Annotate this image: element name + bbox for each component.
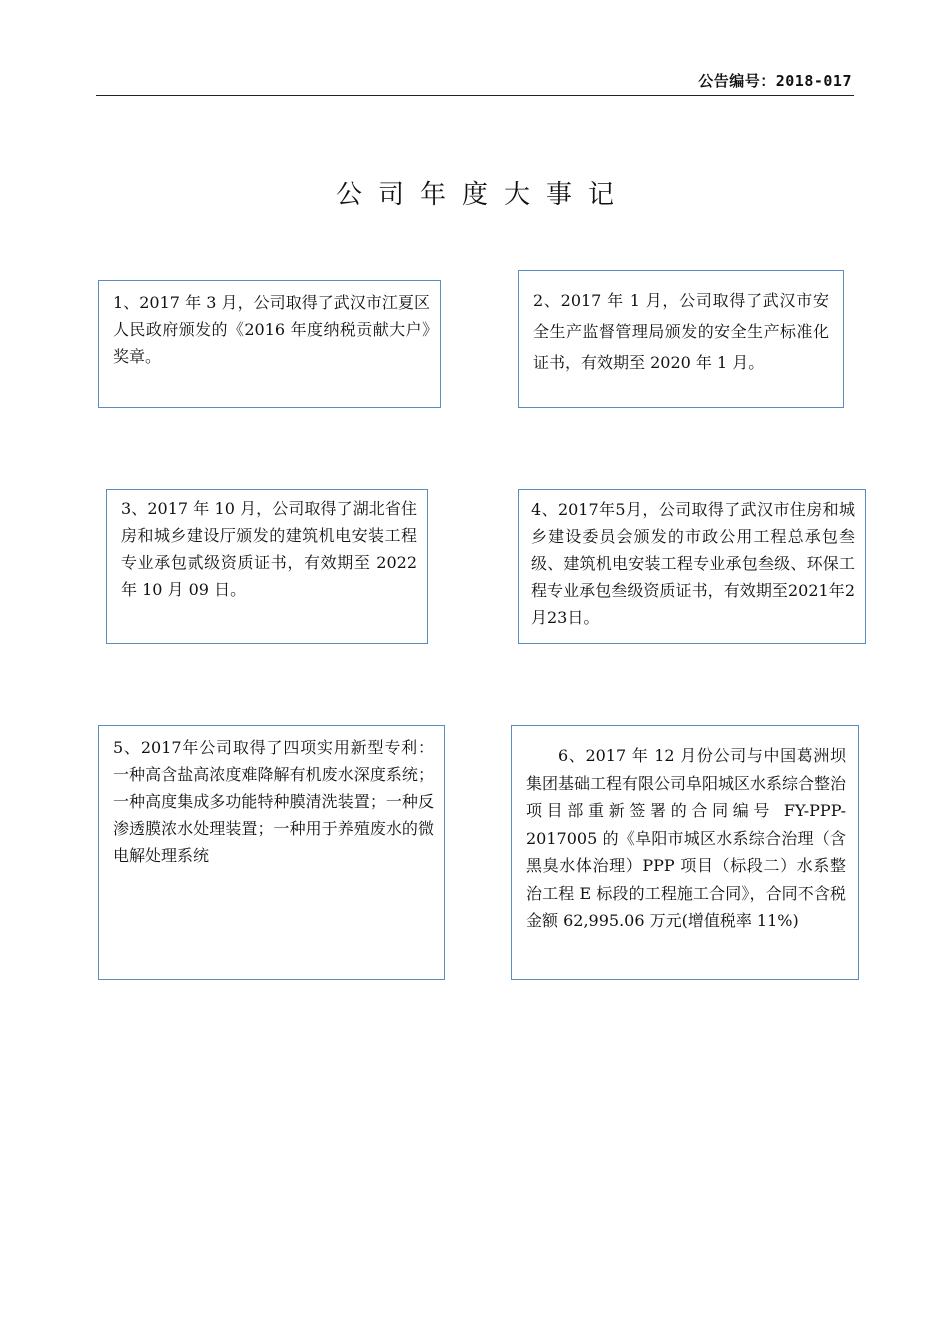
event-box-3: [106, 489, 428, 644]
notice-number: 公告编号：2018-017: [698, 72, 852, 90]
event-text-3: 3、2017 年 10 月，公司取得了湖北省住房和城乡建设厅颁发的建筑机电安装工程专业承包贰级资质证书，有效期至 2022 年 10 月 09 日。: [121, 499, 417, 599]
event-text-5: 5、2017年公司取得了四项实用新型专利：一种高含盐高浓度难降解有机废水深度系统；一种高度集成多功能特种膜清洗装置；一种反渗透膜浓水处理装置；一种用于养殖废水的微电解处理系统: [113, 738, 434, 865]
event-box-6: [511, 725, 859, 980]
header-divider: [96, 95, 854, 96]
event-text-1: 1、2017 年 3 月，公司取得了武汉市江夏区人民政府颁发的《2016 年度纳税贡献大户》奖章。: [113, 293, 430, 366]
event-box-5: [98, 725, 445, 980]
page-title: 公司年度大事记: [335, 180, 630, 210]
event-text-4: 4、2017年5月，公司取得了武汉市住房和城乡建设委员会颁发的市政公用工程总承包叁级、建筑机电安装工程专业承包叁级、环保工程专业承包叁级资质证书，有效期至2021年2月23日。: [531, 500, 855, 627]
event-box-1: [98, 280, 441, 408]
event-text-6: 6、2017 年 12 月份公司与中国葛洲坝集团基础工程有限公司阜阳城区水系综合整治项目部重新签署的合同编号 FY-PPP-2017005 的《阜阳市城区水系综合治理（含黑臭水体治理）PPP 项目（标段二）水系整治工程 E 标段的工程施工合同》，合同不含税金额 62,995.06 万元(增值税率 11%): [526, 746, 847, 930]
event-text-2: 2、2017 年 1 月，公司取得了武汉市安全生产监督管理局颁发的安全生产标准化证书，有效期至 2020 年 1 月。: [533, 291, 829, 372]
event-box-4: [518, 489, 866, 644]
event-box-2: [518, 270, 844, 408]
